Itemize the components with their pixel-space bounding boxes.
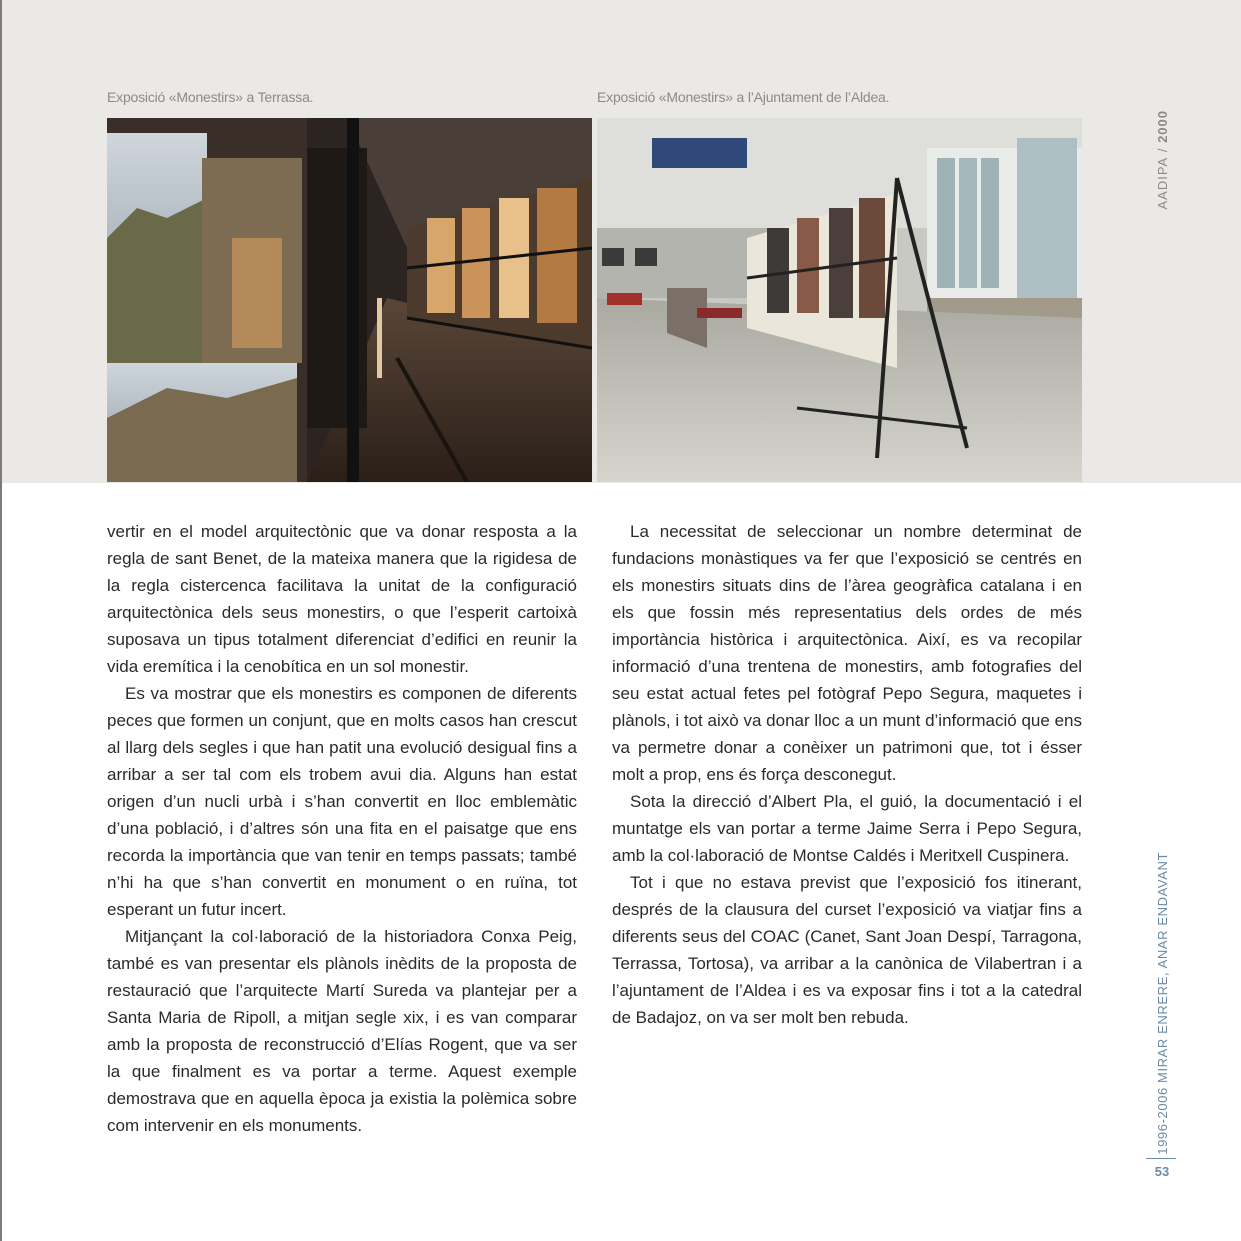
photo-aldea-exhibition: [597, 118, 1082, 482]
photo-terrassa-exhibition: [107, 118, 592, 482]
running-header-publication: [1151, 110, 1173, 210]
paragraph: vertir en el model arquitectònic que va donar resposta a la regla de sant Benet, de la mateixa manera que la rigidesa de la regla cistercenca facilitava la unitat de la configuració arquitectònica dels seus monestirs, o que l’esperit cartoixà suposava un tipus totalment diferenciat d’edifici en reunir la vida eremítica i la cenobítica en un sol monestir.: [107, 522, 577, 676]
page-number: 53: [1154, 1163, 1170, 1179]
running-header-section: [1151, 852, 1173, 1155]
photo-terrassa-drawing: [107, 118, 592, 482]
publication-name: AADIPA: [1154, 157, 1170, 210]
paragraph: La necessitat de seleccionar un nombre determinat de fundacions monàstiques va fer que l’exposició se centrés en els monestirs situats dins de l’àrea geogràfica catalana i en els que fossin més representatius dels ordes de més importància històrica i arquitectònica. Així, es va recopilar informació d’una trentena de monestirs, amb fotografies del seu estat actual fetes pel fotògraf Pepo Segura, maquetes i plànols, i tot això va donar lloc a un munt d’informació que ens va permetre donar a conèixer un patrimoni que, tot i ésser molt a prop, ens és força desconegut.: [612, 522, 1082, 784]
separator: /: [1154, 148, 1170, 153]
paragraph: Tot i que no estava previst que l’exposició fos itinerant, després de la clausura del curset l’exposició va viatjar fins a diferents seus del COAC (Canet, Sant Joan Despí, Tarragona, Terrassa, Tortosa), va arribar a la canònica de Vilabertran i a l’ajuntament de l’Aldea i es va exposar fins i tot a la catedral de Badajoz, on va ser molt ben rebuda.: [612, 873, 1082, 1027]
caption-right: Exposició «Monestirs» a l’Ajuntament de l’Aldea.: [597, 89, 890, 105]
page-edge-rule: [0, 0, 2, 1241]
section-title: 1996-2006 MIRAR ENRERE, ANAR ENDAVANT: [1154, 852, 1170, 1155]
photo-aldea-drawing: [597, 118, 1082, 482]
publication-year: 2000: [1154, 110, 1170, 144]
caption-left: Exposició «Monestirs» a Terrassa.: [107, 89, 314, 105]
page-number-rule: [1146, 1158, 1176, 1159]
text-column-right: [612, 518, 1082, 1031]
paragraph: Es va mostrar que els monestirs es componen de diferents peces que formen un conjunt, que en molts casos han crescut al llarg dels segles i que han patit una evolució desigual fins a arribar a ser tal com els trobem avui dia. Alguns han estat origen d’un nucli urbà i s’han convertit en lloc emblemàtic d’una població, i d’altres són una fita en el paisatge que ens recorda la importància que van tenir en temps passats; també n’hi ha que s’han convertit en monument o en ruïna, tot esperant un futur incert.: [107, 684, 577, 919]
paragraph: Mitjançant la col·laboració de la historiadora Conxa Peig, també es van presentar els plànols inèdits de la proposta de restauració que l’arquitecte Martí Sureda va plantejar per a Santa Maria de Ripoll, a mitjan segle xix, i es van comparar amb la proposta de reconstrucció d’Elías Rogent, que va ser la que finalment es va portar a terme. Aquest exemple demostrava que en aquella època ja existia la polèmica sobre com intervenir en els monuments.: [107, 927, 577, 1135]
text-column-left: [107, 518, 577, 1139]
paragraph: Sota la direcció d’Albert Pla, el guió, la documentació i el muntatge els van portar a terme Jaime Serra i Pepo Segura, amb la col·laboració de Montse Caldés i Meritxell Cuspinera.: [612, 792, 1082, 865]
